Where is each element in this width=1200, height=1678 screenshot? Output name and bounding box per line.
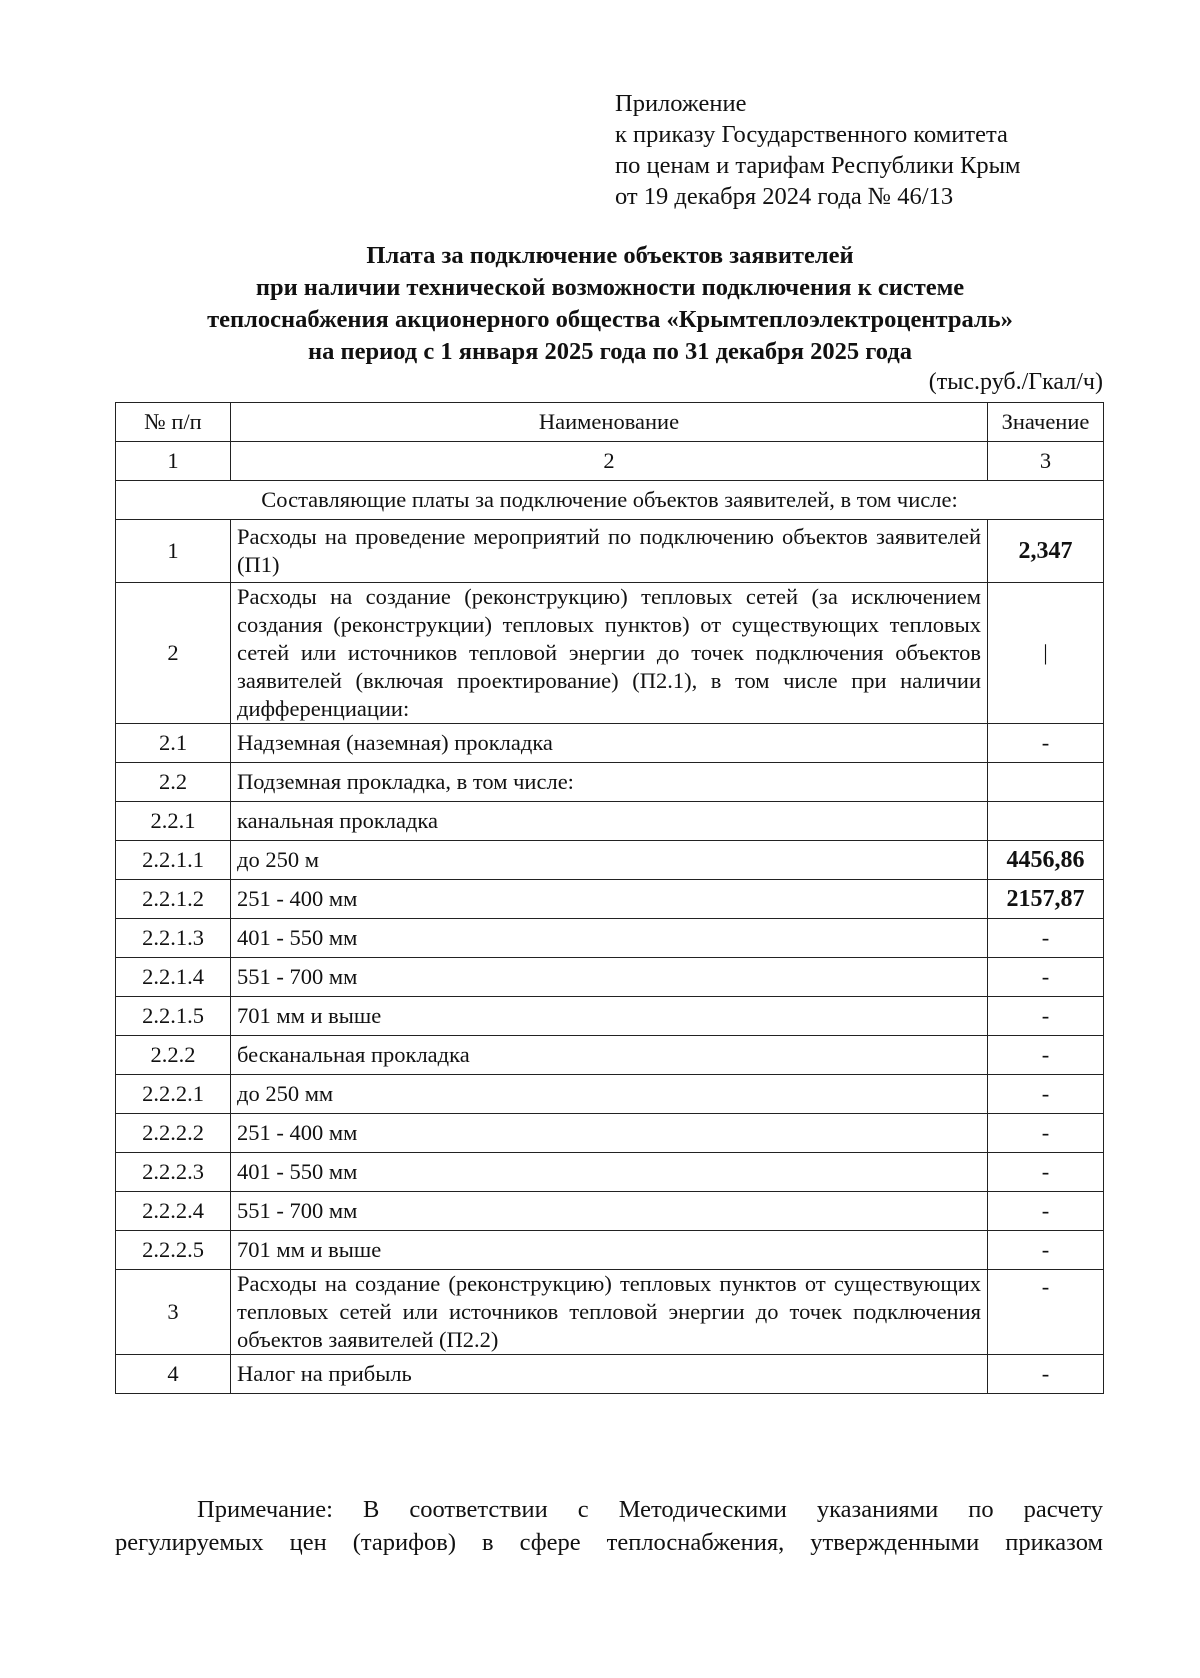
table-row (116, 880, 1104, 919)
column-number-cell: 2 (231, 442, 988, 481)
column-number-cell: 3 (988, 442, 1104, 481)
note-line: Примечание: В соответствии с Методическими указаниями по расчету (197, 1496, 1103, 1523)
row-value: - (988, 958, 1104, 997)
table-row (116, 802, 1104, 841)
row-number: 2 (116, 583, 231, 724)
header-cell-number: № п/п (116, 403, 231, 442)
row-number: 2.2.1.5 (116, 997, 231, 1036)
row-value: 2157,87 (988, 880, 1104, 919)
row-number: 2.2.1 (116, 802, 231, 841)
row-name: до 250 м (231, 841, 988, 880)
row-name: Расходы на создание (реконструкцию) тепловых сетей (за исключением создания (реконструкции) тепловых пунктов) от существующих тепловых сетей или источников тепловой энергии до точек подключения объектов заявителей (включая проектирование) (П2.1), в том числе при наличии дифференциации: (231, 583, 988, 724)
row-value: - (988, 1036, 1104, 1075)
title-line: теплоснабжения акционерного общества «Крымтеплоэлектроцентраль» (207, 306, 1013, 333)
row-value: - (988, 1075, 1104, 1114)
row-name: Расходы на создание (реконструкцию) тепловых пунктов от существующих тепловых сетей или источников тепловой энергии до точек подключения объектов заявителей (П2.2) (231, 1270, 988, 1355)
table-row (116, 1231, 1104, 1270)
row-name: 251 - 400 мм (231, 1114, 988, 1153)
table-row (116, 1355, 1104, 1394)
table-header-row (116, 403, 1104, 442)
fee-table (115, 402, 1104, 1394)
table-row (116, 1270, 1104, 1355)
table-row (116, 1192, 1104, 1231)
section-row (116, 481, 1104, 520)
row-number: 2.2.1.1 (116, 841, 231, 880)
row-number: 2.2.2.5 (116, 1231, 231, 1270)
row-name: Налог на прибыль (231, 1355, 988, 1394)
row-number: 2.2.2.2 (116, 1114, 231, 1153)
section-title: Составляющие платы за подключение объектов заявителей, в том числе: (116, 481, 1104, 520)
column-number-cell: 1 (116, 442, 231, 481)
table-row (116, 997, 1104, 1036)
row-value: | (988, 583, 1104, 724)
row-number: 2.2.2 (116, 1036, 231, 1075)
units-label: (тыс.руб./Гкал/ч) (928, 369, 1103, 395)
row-name: 251 - 400 мм (231, 880, 988, 919)
row-name: Надземная (наземная) прокладка (231, 724, 988, 763)
title-line: Плата за подключение объектов заявителей (366, 242, 854, 269)
row-name: 701 мм и выше (231, 1231, 988, 1270)
title-line: на период с 1 января 2025 года по 31 декабря 2025 года (308, 338, 912, 365)
row-name: Подземная прокладка, в том числе: (231, 763, 988, 802)
table-row (116, 1153, 1104, 1192)
header-cell-value: Значение (988, 403, 1104, 442)
row-number: 2.1 (116, 724, 231, 763)
table-row (116, 724, 1104, 763)
table-row (116, 1036, 1104, 1075)
row-name: 701 мм и выше (231, 997, 988, 1036)
row-name: Расходы на проведение мероприятий по подключению объектов заявителей (П1) (231, 520, 988, 583)
row-name: 401 - 550 мм (231, 919, 988, 958)
row-name: канальная прокладка (231, 802, 988, 841)
row-value: - (988, 1231, 1104, 1270)
table-row (116, 1075, 1104, 1114)
appendix-line: Приложение (615, 90, 747, 117)
table-row (116, 919, 1104, 958)
table-row (116, 841, 1104, 880)
row-number: 1 (116, 520, 231, 583)
row-value: - (988, 997, 1104, 1036)
row-number: 2.2.1.4 (116, 958, 231, 997)
note-paragraph (115, 1493, 1103, 1559)
row-number: 2.2.2.4 (116, 1192, 231, 1231)
row-value: - (988, 724, 1104, 763)
row-value (988, 802, 1104, 841)
table-row (116, 1114, 1104, 1153)
row-name: 401 - 550 мм (231, 1153, 988, 1192)
row-number: 2.2 (116, 763, 231, 802)
appendix-block (615, 88, 1021, 212)
row-value: - (988, 1192, 1104, 1231)
row-name: до 250 мм (231, 1075, 988, 1114)
row-name: 551 - 700 мм (231, 1192, 988, 1231)
row-number: 2.2.2.1 (116, 1075, 231, 1114)
row-value: - (988, 1270, 1104, 1355)
row-value: - (988, 1355, 1104, 1394)
appendix-line: от 19 декабря 2024 года № 46/13 (615, 183, 954, 210)
row-value: 2,347 (988, 520, 1104, 583)
row-number: 2.2.1.2 (116, 880, 231, 919)
table-row (116, 958, 1104, 997)
note-line: регулируемых цен (тарифов) в сфере теплоснабжения, утвержденными приказом (115, 1529, 1103, 1556)
document-title (115, 240, 1105, 368)
row-number: 4 (116, 1355, 231, 1394)
appendix-line: по ценам и тарифам Республики Крым (615, 152, 1021, 179)
row-value: 4456,86 (988, 841, 1104, 880)
row-value: - (988, 1153, 1104, 1192)
appendix-line: к приказу Государственного комитета (615, 121, 1008, 148)
row-number: 2.2.2.3 (116, 1153, 231, 1192)
row-number: 2.2.1.3 (116, 919, 231, 958)
title-line: при наличии технической возможности подключения к системе (255, 274, 965, 301)
row-value: - (988, 1114, 1104, 1153)
table-row (116, 520, 1104, 583)
table-row (116, 763, 1104, 802)
row-name: бесканальная прокладка (231, 1036, 988, 1075)
row-name: 551 - 700 мм (231, 958, 988, 997)
header-cell-name: Наименование (231, 403, 988, 442)
table-row (116, 583, 1104, 724)
row-value (988, 763, 1104, 802)
column-numbers-row (116, 442, 1104, 481)
row-number: 3 (116, 1270, 231, 1355)
row-value: - (988, 919, 1104, 958)
